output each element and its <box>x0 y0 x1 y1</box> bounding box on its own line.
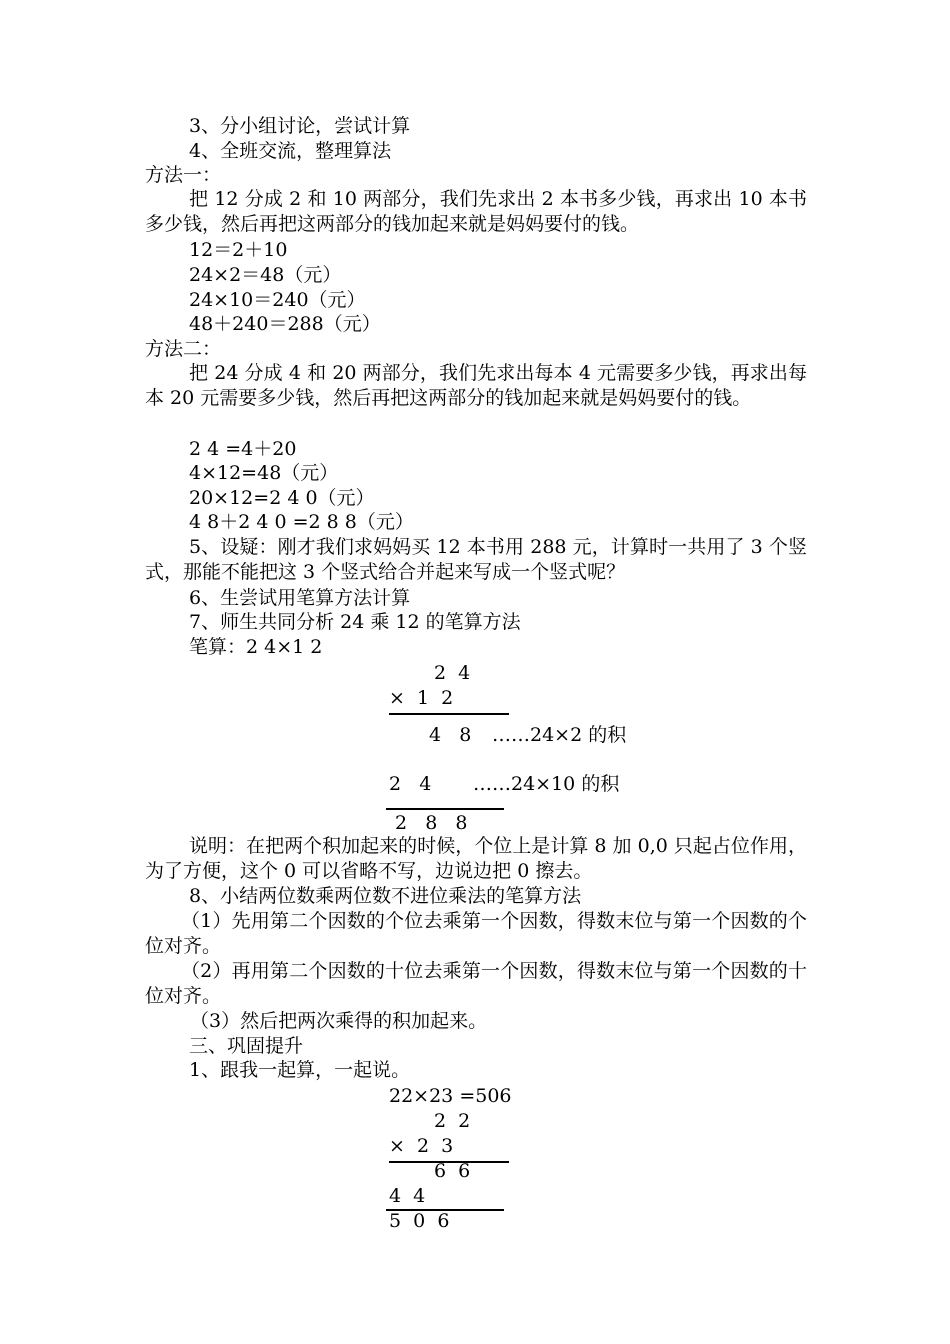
rule-2: （2）再用第二个因数的十位去乘第一个因数，得数末位与第一个因数的十位对齐。 <box>145 960 807 1007</box>
step-6: 6、生尝试用笔算方法计算 <box>189 587 411 609</box>
vertical1-partial-1: 4 8 <box>429 724 472 746</box>
vertical1-multiplier: × 1 2 <box>389 687 454 709</box>
step-5-paragraph: 5、设疑：刚才我们求妈妈买 12 本书用 288 元，计算时一共用了 3 个竖式，那能不能把这 3 个竖式给合并起来写成一个竖式呢？ <box>145 536 807 583</box>
vertical2-partial-1: 6 6 <box>434 1160 471 1182</box>
method1-paragraph: 把 12 分成 2 和 10 两部分，我们先求出 2 本书多少钱，再求出 10 本书多少钱，然后再把这两部分的钱加起来就是妈妈要付的钱。 <box>145 188 807 235</box>
step-8: 8、小结两位数乘两位数不进位乘法的笔算方法 <box>189 885 582 907</box>
vertical1-partial-2: 2 4 <box>389 773 432 795</box>
method2-paragraph: 把 24 分成 4 和 20 两部分，我们先求出每本 4 元需要多少钱，再求出每本 20 元需要多少钱，然后再把这两部分的钱加起来就是妈妈要付的钱。 <box>145 362 807 409</box>
vertical1-partial-2-note: ……24×10 的积 <box>473 773 620 795</box>
vertical2-multiplicand: 2 2 <box>434 1110 471 1132</box>
method2-equation-1: 2 4 =4＋20 <box>189 438 297 460</box>
vertical1-line-2 <box>386 808 504 810</box>
vertical1-line-1 <box>389 713 509 715</box>
explanation-paragraph: 说明：在把两个积加起来的时候，个位上是计算 8 加 0,0 只起占位作用，为了方便，这个 0 可以省略不写，边说边把 0 擦去。 <box>145 835 807 882</box>
step-4: 4、全班交流，整理算法 <box>189 140 392 162</box>
rule-1: （1）先用第二个因数的个位去乘第一个因数，得数末位与第一个因数的个位对齐。 <box>145 910 807 957</box>
practice-equation: 22×23 =506 <box>389 1085 512 1107</box>
vertical1-multiplicand: 2 4 <box>434 662 471 684</box>
method2-equation-3: 20×12=2 4 0（元） <box>189 487 375 509</box>
method1-title: 方法一： <box>145 164 222 186</box>
method2-equation-4: 4 8＋2 4 0 =2 8 8（元） <box>189 511 414 533</box>
method1-equation-3: 24×10＝240（元） <box>189 289 366 311</box>
vertical2-multiplier: × 2 3 <box>389 1135 454 1157</box>
method1-equation-4: 48＋240＝288（元） <box>189 313 381 335</box>
written-calc-label: 笔算：2 4×1 2 <box>189 636 323 658</box>
section-3-heading: 三、巩固提升 <box>189 1035 304 1057</box>
method2-title: 方法二： <box>145 338 222 360</box>
step-3: 3、分小组讨论，尝试计算 <box>189 115 411 137</box>
vertical2-partial-2: 4 4 <box>389 1185 426 1207</box>
step-7: 7、师生共同分析 24 乘 12 的笔算方法 <box>189 611 521 633</box>
practice-1: 1、跟我一起算，一起说。 <box>189 1059 411 1081</box>
method1-equation-2: 24×2＝48（元） <box>189 264 342 286</box>
vertical1-partial-1-note: ……24×2 的积 <box>492 724 627 746</box>
vertical2-result: 5 0 6 <box>389 1210 450 1232</box>
method2-equation-2: 4×12=48（元） <box>189 462 339 484</box>
vertical1-result: 2 8 8 <box>395 812 468 834</box>
method1-equation-1: 12＝2＋10 <box>189 239 288 261</box>
rule-3: （3）然后把两次乘得的积加起来。 <box>190 1010 488 1032</box>
